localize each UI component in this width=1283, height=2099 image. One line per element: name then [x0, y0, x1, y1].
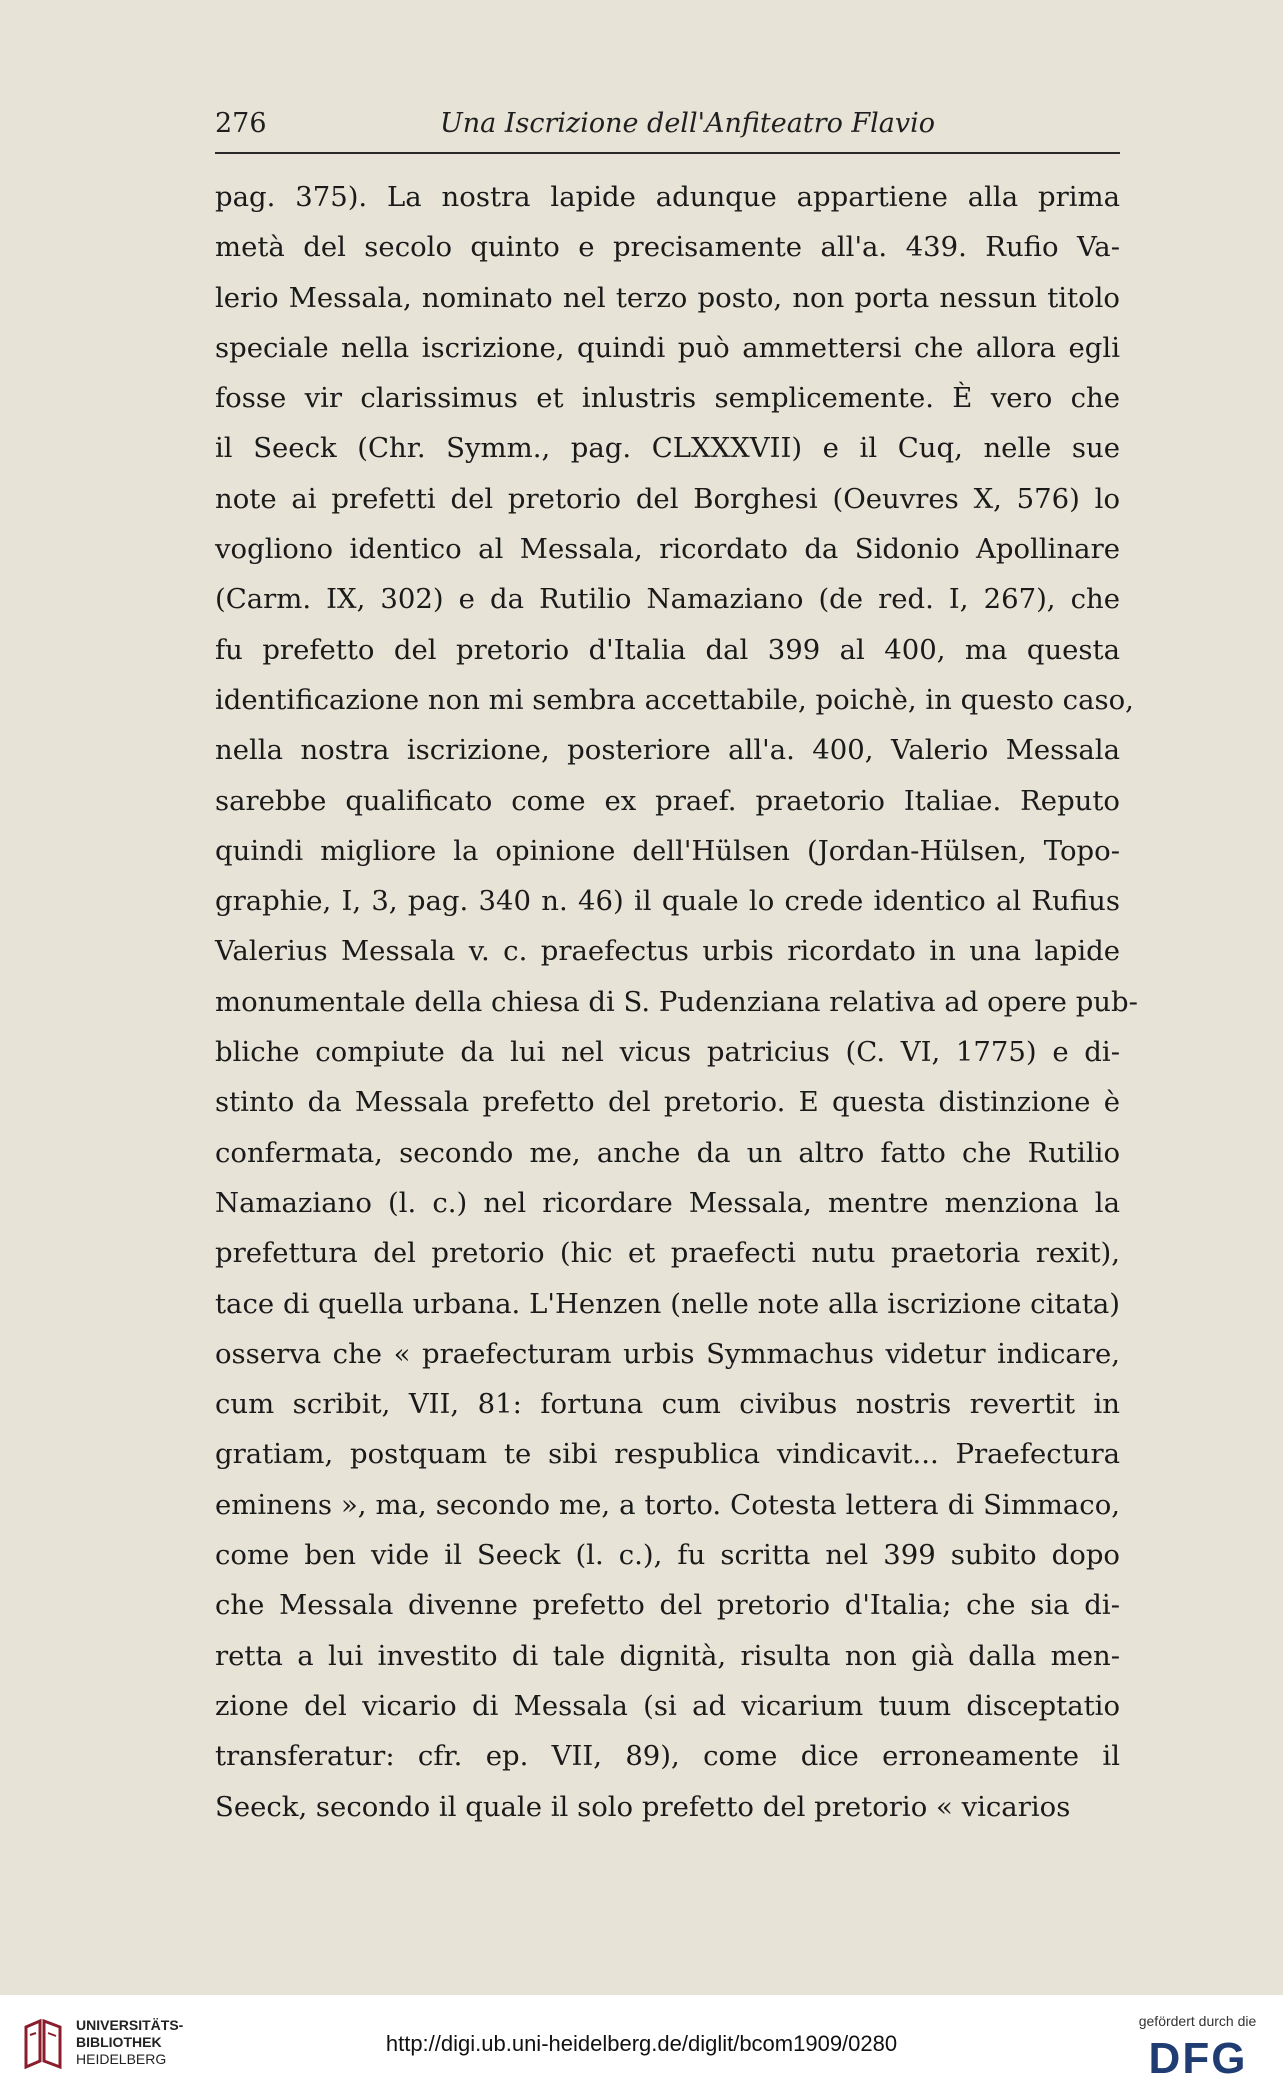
text-line: come ben vide il Seeck (l. c.), fu scritta nel 399 subito dopo [215, 1539, 1120, 1572]
text-line: lerio Messala, nominato nel terzo posto, non porta nessun titolo [215, 281, 1120, 314]
text-line: zione del vicario di Messala (si ad vicarium tuum disceptatio [215, 1689, 1120, 1722]
text-line: quindi migliore la opinione dell'Hülsen (Jordan-Hülsen, Topo- [215, 834, 1120, 867]
library-name-line: HEIDELBERG [76, 2051, 167, 2067]
text-line: stinto da Messala prefetto del pretorio. E questa distinzione è [215, 1086, 1120, 1119]
text-line: monumentale della chiesa di S. Pudenziana relativa ad opere pub- [215, 985, 1138, 1018]
text-line: identificazione non mi sembra accettabile, poichè, in questo caso, [215, 683, 1134, 716]
text-line: nella nostra iscrizione, posteriore all'a. 400, Valerio Messala [215, 734, 1120, 767]
body-text [215, 172, 1138, 1832]
viewer-footer [0, 1995, 1283, 2099]
library-name-line: UNIVERSITÄTS- [76, 2017, 184, 2033]
page-header [215, 108, 1120, 148]
text-line: (Carm. IX, 302) e da Rutilio Namaziano (de red. I, 267), che [215, 583, 1120, 616]
text-line: che Messala divenne prefetto del pretorio d'Italia; che sia di- [215, 1589, 1120, 1622]
page-number: 276 [215, 108, 267, 139]
text-line: Namaziano (l. c.) nel ricordare Messala, mentre menziona la [215, 1186, 1120, 1219]
text-line: sarebbe qualificato come ex praef. praetorio Italiae. Reputo [215, 784, 1120, 817]
svg-text:DFG: DFG [1148, 2034, 1247, 2079]
text-line: vogliono identico al Messala, ricordato da Sidonio Apollinare [215, 533, 1120, 566]
text-line: fu prefetto del pretorio d'Italia dal 399 al 400, ma questa [215, 633, 1120, 666]
text-line: Valerius Messala v. c. praefectus urbis ricordato in una lapide [215, 935, 1120, 968]
header-rule [215, 152, 1120, 154]
text-line: transferatur: cfr. ep. VII, 89), come dice erroneamente il [215, 1740, 1120, 1773]
text-line: retta a lui investito di tale dignità, risulta non già dalla men- [215, 1639, 1120, 1672]
text-line: pag. 375). La nostra lapide adunque appartiene alla prima [215, 181, 1120, 213]
text-line: graphie, I, 3, pag. 340 n. 46) il quale lo crede identico al Rufius [215, 885, 1120, 918]
funder-caption: gefördert durch die [1138, 2013, 1257, 2029]
library-name-line: BIBLIOTHEK [76, 2034, 162, 2050]
funder-block [1130, 2013, 1265, 2079]
text-line: metà del secolo quinto e precisamente all'a. 439. Rufio Va- [215, 231, 1120, 264]
text-line: fosse vir clarissimus et inlustris semplicemente. È vero che [215, 382, 1120, 415]
text-line: tace di quella urbana. L'Henzen (nelle note alla iscrizione citata) [215, 1287, 1120, 1320]
text-line: Seeck, secondo il quale il solo prefetto del pretorio « vicarios [215, 1790, 1071, 1823]
text-line: bliche compiute da lui nel vicus patricius (C. VI, 1775) e di- [215, 1036, 1120, 1069]
permalink-url[interactable]: http://digi.ub.uni-heidelberg.de/diglit/bcom1909/0280 [385, 2031, 898, 2056]
text-line: cum scribit, VII, 81: fortuna cum civibus nostris revertit in [215, 1388, 1120, 1421]
text-line: speciale nella iscrizione, quindi può ammettersi che allora egli [215, 331, 1120, 364]
dfg-logo-icon [1138, 2033, 1258, 2079]
text-line: confermata, secondo me, anche da un altro fatto che Rutilio [215, 1136, 1120, 1169]
text-line: prefettura del pretorio (hic et praefecti nutu praetoria rexit), [215, 1237, 1120, 1270]
text-line: il Seeck (Chr. Symm., pag. CLXXXVII) e il Cuq, nelle sue [215, 432, 1120, 465]
text-line: osserva che « praefecturam urbis Symmachus videtur indicare, [215, 1337, 1120, 1370]
text-line: eminens », ma, secondo me, a torto. Cotesta lettera di Simmaco, [215, 1488, 1120, 1521]
text-line: note ai prefetti del pretorio del Borghesi (Oeuvres X, 576) lo [215, 482, 1120, 515]
running-title: Una Iscrizione dell'Anfiteatro Flavio [439, 108, 936, 139]
text-line: gratiam, postquam te sibi respublica vindicavit... Praefectura [215, 1438, 1120, 1471]
